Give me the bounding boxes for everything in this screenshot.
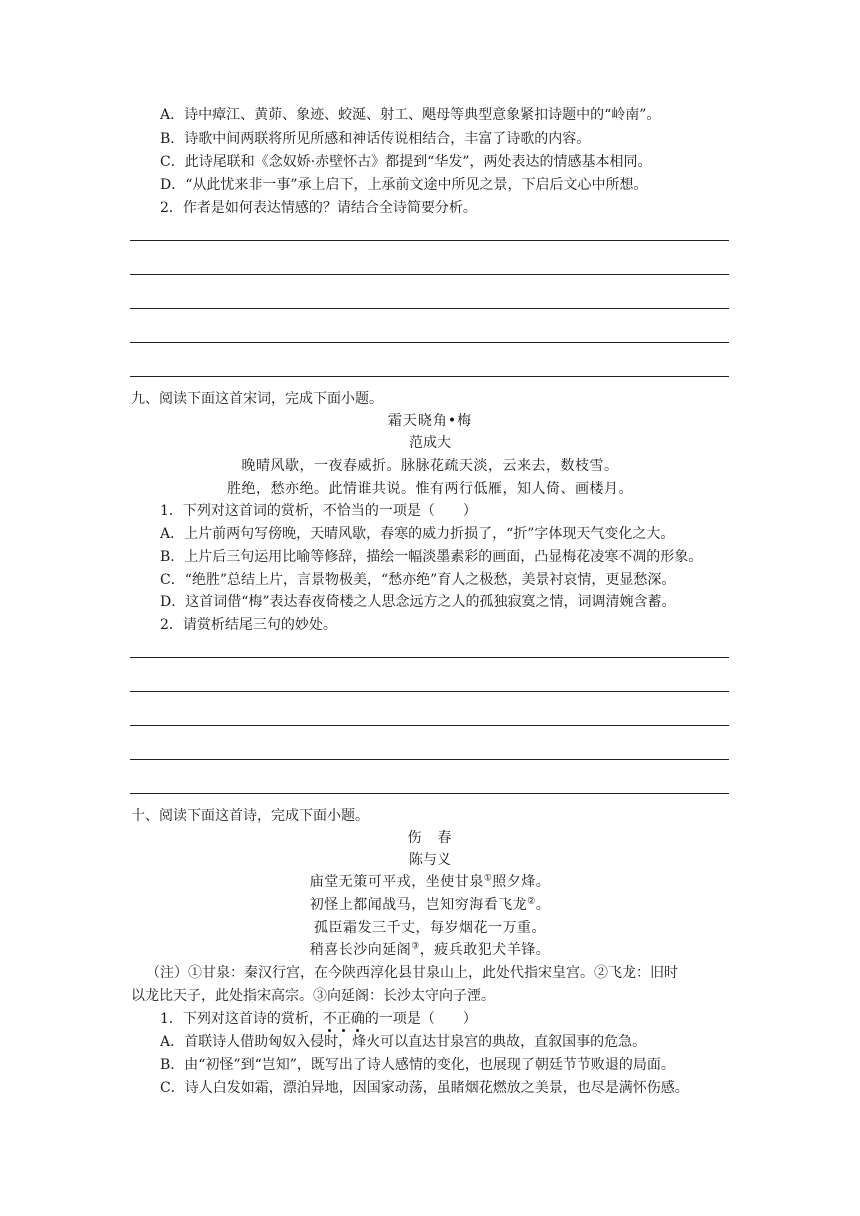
answer-line [130, 793, 729, 794]
answer-line [130, 725, 729, 726]
s10-poem-line-3: 孤臣霜发三千丈，每岁烟花一万重。 [314, 920, 546, 936]
answer-line [130, 759, 729, 760]
s8-option-b: B．诗歌中间两联将所见所感和神话传说相结合，丰富了诗歌的内容。 [160, 131, 591, 147]
answer-line [130, 691, 729, 692]
s10-option-b: B．由“初怪”到“岂知”，既写出了诗人感情的变化，也展现了朝廷节节败退的局面。 [160, 1057, 675, 1073]
s8-option-d: D．“从此忧来非一事”承上启下，上承前文途中所见之景，下启后文心中所想。 [160, 177, 648, 193]
s9-poem-line-1: 晚晴风歇，一夜春威折。脉脉花疏天淡，云来去，数枝雪。 [241, 458, 619, 474]
answer-line [130, 657, 729, 658]
s9-poem-line-2: 胜绝，愁亦绝。此情谁共说。惟有两行低雁，知人倚、画楼月。 [227, 481, 633, 497]
s10-poem-title: 伤 春 [407, 830, 453, 846]
answer-line [130, 342, 729, 343]
s9-poem-author: 范成大 [409, 435, 451, 451]
s9-question-2: 2．请赏析结尾三句的妙处。 [160, 617, 337, 633]
emphasis-char: 正 [336, 1011, 351, 1027]
s9-option-b: B．上片后三句运用比喻等修辞，描绘一幅淡墨素彩的画面，凸显梅花凌寒不凋的形象。 [160, 549, 703, 565]
answer-line [130, 308, 729, 309]
footnote-mark: ① [483, 873, 493, 884]
s10-option-c: C．诗人白发如霜，漂泊异地，因国家动荡，虽睹烟花燃放之美景，也尽是满怀伤感。 [160, 1080, 689, 1096]
emphasis-char: 确 [350, 1011, 365, 1027]
answer-line [130, 274, 729, 275]
footnote-mark: ③ [411, 941, 420, 952]
answer-line [130, 376, 729, 377]
s8-option-c: C．此诗尾联和《念奴娇·赤壁怀古》都提到“华发”，两处表达的情感基本相同。 [160, 154, 652, 170]
s10-poem-author: 陈与义 [409, 852, 451, 868]
s10-poem-line-1: 庙堂无策可平戎，坐使甘泉①照夕烽。 [309, 873, 551, 890]
s10-poem-line-2: 初怪上都闻战马，岂知穷海看飞龙②。 [309, 896, 551, 913]
s9-poem-title: 霜天晓角•梅 [387, 413, 473, 429]
s8-option-a: A．诗中瘴江、黄茆、象迹、蛟涎、射工、飓母等典型意象紧扣诗题中的“岭南”。 [160, 107, 661, 123]
emphasis-char: 不 [322, 1011, 337, 1027]
s10-heading: 十、阅读下面这首诗，完成下面小题。 [131, 808, 369, 824]
answer-line [130, 240, 729, 241]
s9-question-1: 1．下列对这首词的赏析，不恰当的一项是（ ） [160, 503, 477, 519]
footnote-mark: ② [527, 896, 536, 907]
s10-poem-line-4: 稍喜长沙向延阁③，疲兵敢犯犬羊锋。 [309, 941, 551, 958]
s10-note-line-2: 以龙比天子，此处指宋高宗。③向延阁：长沙太守向子湮。 [131, 988, 495, 1004]
s10-note-line-1: （注）①甘泉：秦汉行宫，在今陕西淳化县甘泉山上，此处代指宋皇宫。②飞龙：旧时 [146, 965, 678, 981]
s9-heading: 九、阅读下面这首宋词，完成下面小题。 [131, 391, 383, 407]
s9-option-a: A．上片前两句写傍晚，天晴风歇，春寒的威力折损了，“折”字体现天气变化之大。 [160, 526, 675, 542]
s8-question-2: 2．作者是如何表达情感的？请结合全诗简要分析。 [160, 200, 477, 216]
s10-question-1: 1．下列对这首诗的赏析，不正确的一项是（ ） [160, 1011, 477, 1027]
s9-option-d: D．这首词借“梅”表达春夜倚楼之人思念远方之人的孤独寂寞之情，词调清婉含蓄。 [160, 594, 676, 610]
s10-option-a: A．首联诗人借助匈奴入侵时，烽火可以直达甘泉宫的典故，直叙国事的危急。 [160, 1034, 647, 1050]
s9-option-c: C．“绝胜”总结上片，言景物极美，“愁亦绝”育人之极愁，美景衬哀情，更显愁深。 [160, 572, 676, 588]
